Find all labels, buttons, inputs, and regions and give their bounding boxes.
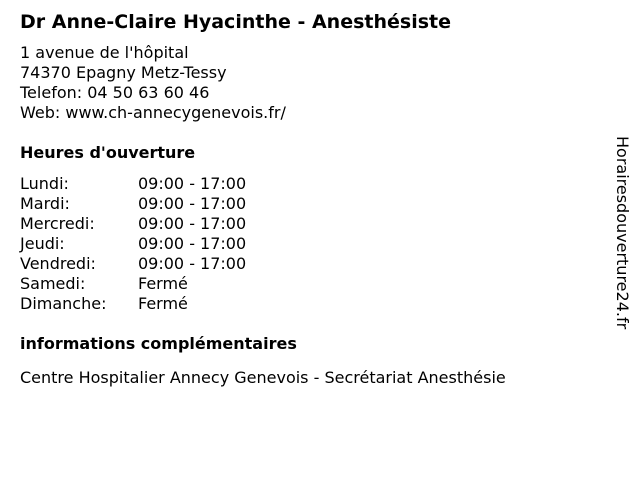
- hours-day: Lundi:: [20, 174, 69, 193]
- hours-time: 09:00 - 17:00: [138, 214, 247, 233]
- hours-row-thursday: [20, 234, 600, 254]
- hours-day: Jeudi:: [20, 234, 65, 253]
- hours-time: Fermé: [138, 294, 188, 313]
- hours-time: 09:00 - 17:00: [138, 234, 247, 253]
- phone-line: Telefon: 04 50 63 60 46: [20, 83, 210, 102]
- info-text: Centre Hospitalier Annecy Genevois - Secrétariat Anesthésie: [20, 368, 506, 387]
- hours-table: [20, 174, 600, 314]
- hours-time: Fermé: [138, 274, 188, 293]
- hours-day: Mardi:: [20, 194, 70, 213]
- hours-day: Samedi:: [20, 274, 86, 293]
- hours-row-wednesday: [20, 214, 600, 234]
- hours-day: Dimanche:: [20, 294, 107, 313]
- hours-row-sunday: [20, 294, 600, 314]
- hours-time: 09:00 - 17:00: [138, 254, 247, 273]
- hours-title: Heures d'ouverture: [20, 143, 196, 162]
- page-title: Dr Anne-Claire Hyacinthe - Anesthésiste: [20, 11, 451, 33]
- contact-block: [20, 43, 600, 123]
- hours-row-monday: [20, 174, 600, 194]
- hours-day: Vendredi:: [20, 254, 96, 273]
- info-title: informations complémentaires: [20, 334, 297, 353]
- hours-row-tuesday: [20, 194, 600, 214]
- hours-time: 09:00 - 17:00: [138, 194, 247, 213]
- hours-row-friday: [20, 254, 600, 274]
- hours-time: 09:00 - 17:00: [138, 174, 247, 193]
- hours-row-saturday: [20, 274, 600, 294]
- address-line-1: 1 avenue de l'hôpital: [20, 43, 189, 62]
- hours-day: Mercredi:: [20, 214, 95, 233]
- business-card: [20, 10, 600, 388]
- web-line: Web: www.ch-annecygenevois.fr/: [20, 103, 286, 122]
- site-watermark: Horairesdouverture24.fr: [613, 136, 632, 330]
- address-line-2: 74370 Epagny Metz-Tessy: [20, 63, 227, 82]
